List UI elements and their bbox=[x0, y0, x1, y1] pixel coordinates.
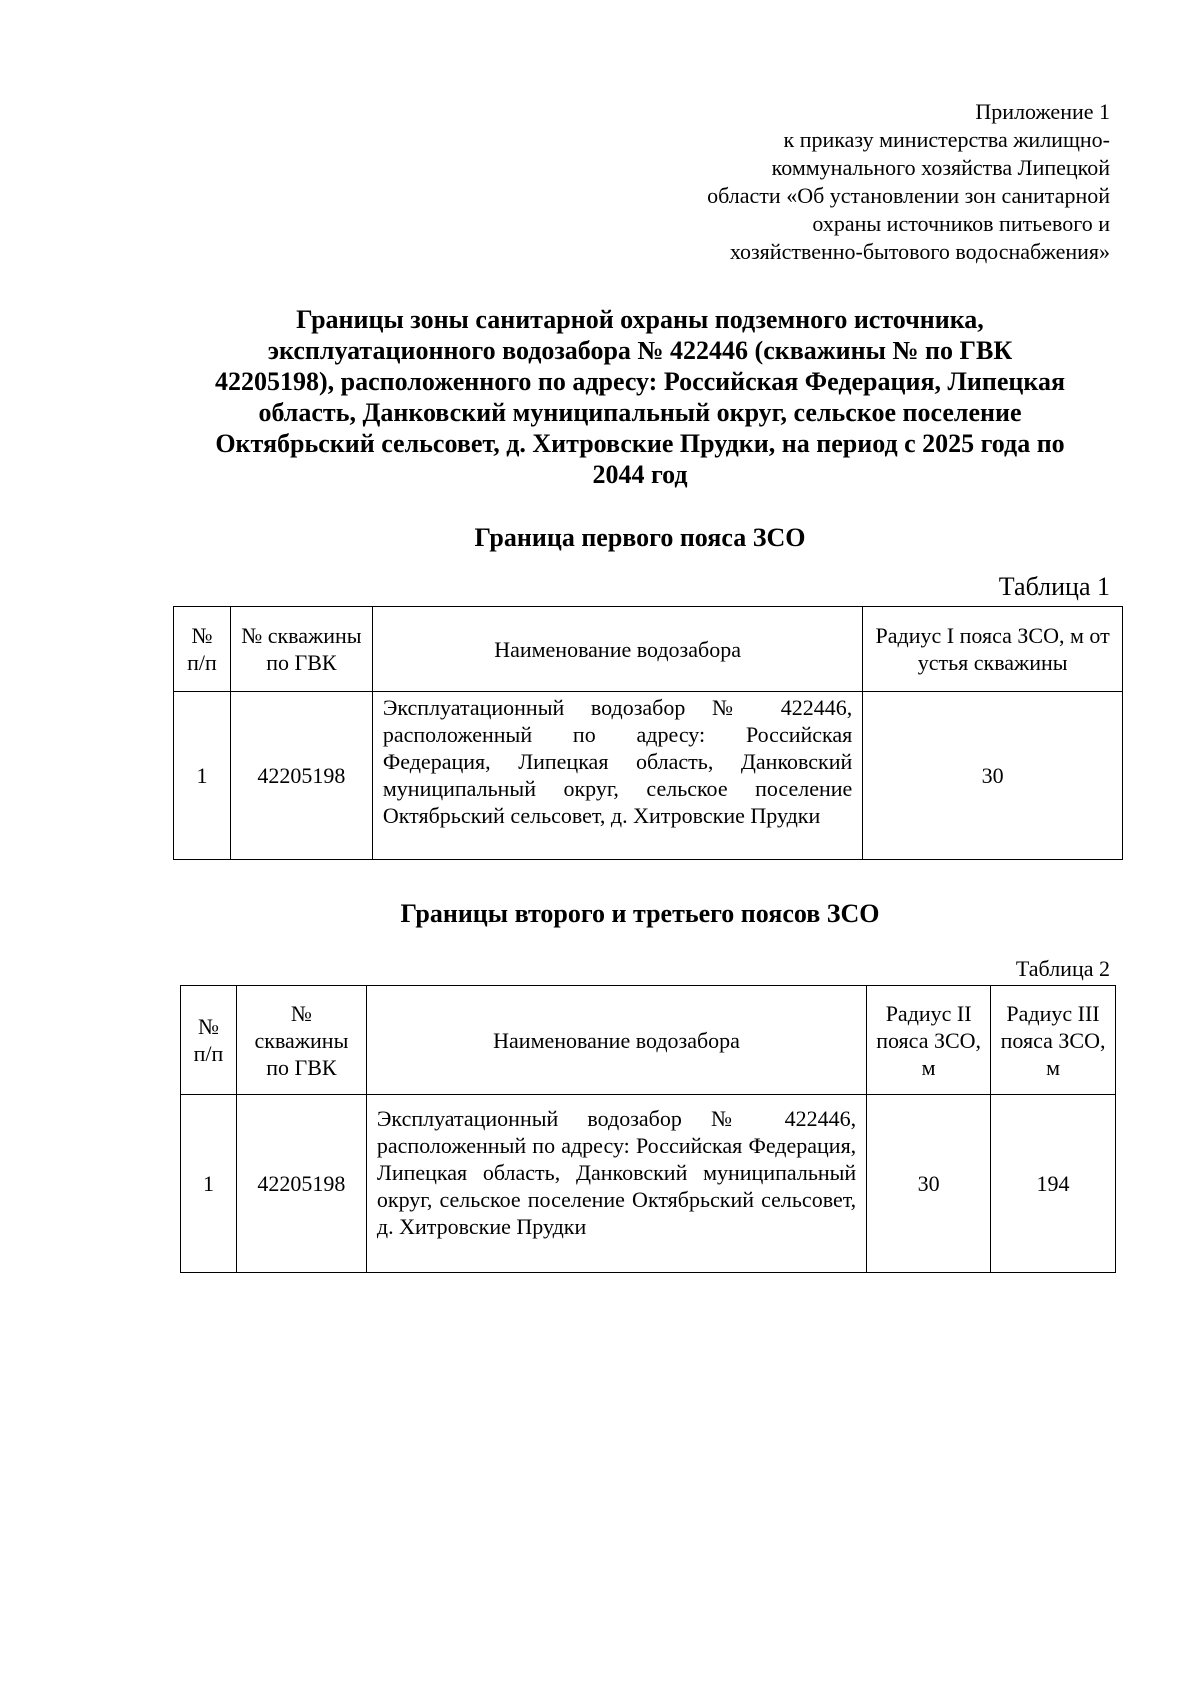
header-radius1: Радиус I пояса ЗСО, м от устья скважины bbox=[863, 607, 1123, 692]
header-num: № п/п bbox=[174, 607, 231, 692]
appendix-line: охраны источников питьевого и bbox=[812, 211, 1110, 236]
cell-well: 42205198 bbox=[230, 692, 372, 860]
cell-name: Эксплуатационный водозабор № 422446, расположенный по адресу: Российская Федерация, Липецкая область, Данковский муниципальный округ, сельское поселение Октябрьский сельсовет, д. Хитровские Прудки bbox=[366, 1095, 866, 1273]
header-name: Наименование водозабора bbox=[372, 607, 862, 692]
table-row bbox=[181, 1095, 1116, 1273]
document-title bbox=[160, 304, 1120, 490]
section-title-first-belt: Граница первого пояса ЗСО bbox=[474, 523, 806, 552]
header-radius3: Радиус III пояса ЗСО, м bbox=[991, 986, 1116, 1095]
title-line: Границы зоны санитарной охраны подземного источника, bbox=[296, 305, 984, 334]
cell-name: Эксплуатационный водозабор № 422446, расположенный по адресу: Российская Федерация, Липецкая область, Данковский муниципальный округ, сельское поселение Октябрьский сельсовет, д. Хитровские Прудки bbox=[372, 692, 862, 860]
title-line: 2044 год bbox=[592, 460, 688, 489]
title-line: область, Данковский муниципальный округ, сельское поселение bbox=[258, 398, 1022, 427]
appendix-line: коммунального хозяйства Липецкой bbox=[771, 155, 1110, 180]
appendix-line: области «Об установлении зон санитарной bbox=[707, 183, 1110, 208]
header-well: № скважины по ГВК bbox=[236, 986, 366, 1095]
cell-num: 1 bbox=[181, 1095, 237, 1273]
header-name: Наименование водозабора bbox=[366, 986, 866, 1095]
appendix-line: к приказу министерства жилищно- bbox=[783, 127, 1110, 152]
cell-radius3: 194 bbox=[991, 1095, 1116, 1273]
table-row bbox=[174, 692, 1123, 860]
header-radius2: Радиус II пояса ЗСО, м bbox=[867, 986, 991, 1095]
cell-radius2: 30 bbox=[867, 1095, 991, 1273]
title-line: 42205198), расположенного по адресу: Российская Федерация, Липецкая bbox=[214, 367, 1066, 396]
table-second-third-belts bbox=[180, 985, 1116, 1273]
title-line: Октябрьский сельсовет, д. Хитровские Прудки, на период с 2025 года по bbox=[215, 429, 1065, 458]
table-first-belt bbox=[173, 606, 1123, 860]
table1-caption: Таблица 1 bbox=[998, 572, 1110, 601]
appendix-block bbox=[550, 98, 1110, 266]
table-header-row bbox=[181, 986, 1116, 1095]
section-title-second-third-belts: Границы второго и третьего поясов ЗСО bbox=[400, 899, 880, 928]
appendix-line: хозяйственно-бытового водоснабжения» bbox=[729, 239, 1110, 264]
cell-num: 1 bbox=[174, 692, 231, 860]
table2-caption: Таблица 2 bbox=[1015, 956, 1110, 981]
header-well: № скважины по ГВК bbox=[230, 607, 372, 692]
table-header-row bbox=[174, 607, 1123, 692]
appendix-line: Приложение 1 bbox=[975, 99, 1110, 124]
cell-radius1: 30 bbox=[863, 692, 1123, 860]
cell-well: 42205198 bbox=[236, 1095, 366, 1273]
title-line: эксплуатационного водозабора № 422446 (скважины № по ГВК bbox=[267, 336, 1013, 365]
header-num: № п/п bbox=[181, 986, 237, 1095]
